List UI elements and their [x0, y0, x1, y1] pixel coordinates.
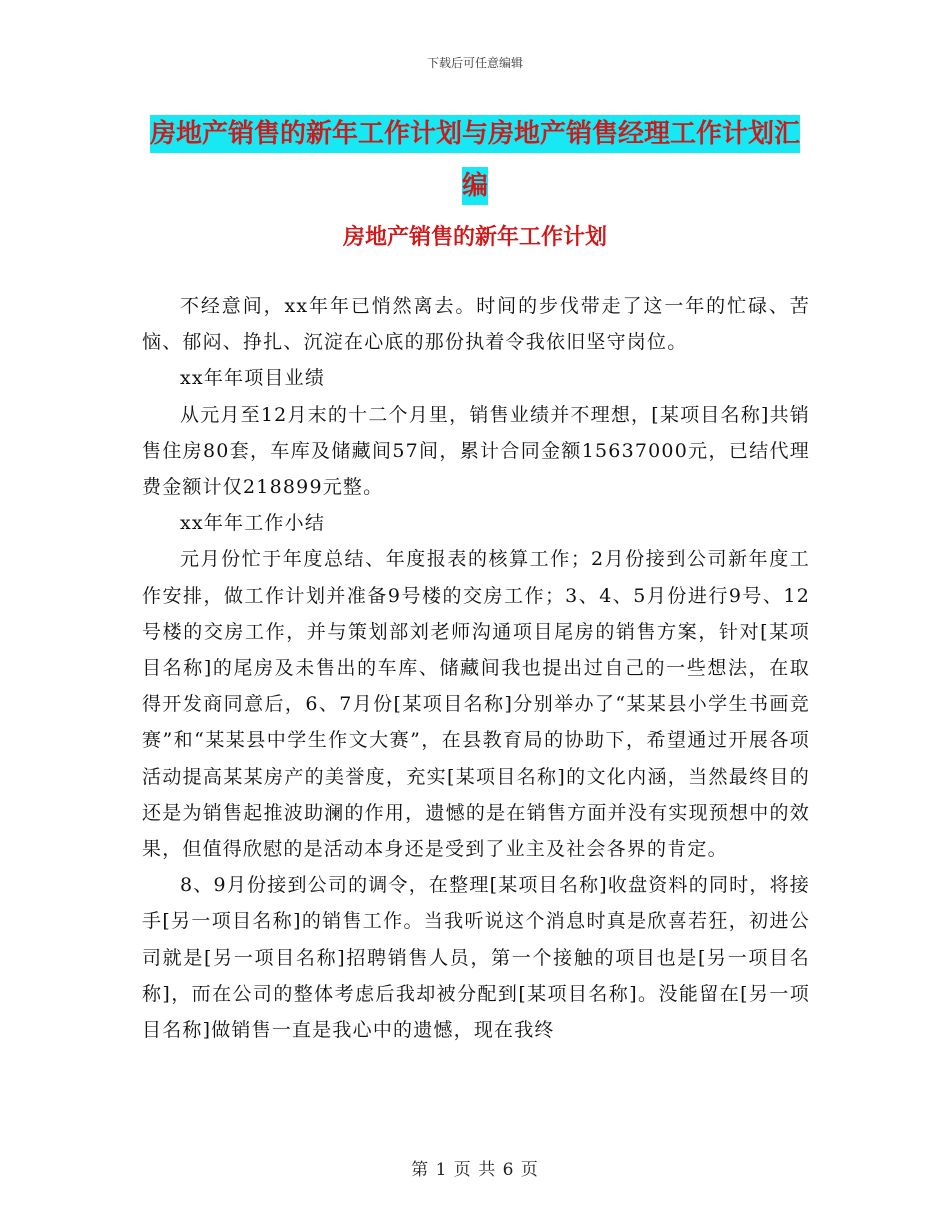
header-note: 下载后可任意编辑: [426, 56, 523, 70]
paragraph-1: 不经意间，xx年年已悄然离去。时间的步伐带走了这一年的忙碌、苦恼、郁闷、挣扎、沉淀在心底的那份执着令我依旧坚守岗位。: [142, 295, 810, 354]
paragraph-6: 8、9月份接到公司的调令，在整理[某项目名称]收盘资料的同时，将接手[另一项目名称]的销售工作。当我听说这个消息时真是欣喜若狂，初进公司就是[另一项目名称]招聘销售人员，第一个接触的项目也是[另一项目名称]，而在公司的整体考虑后我却被分配到[某项目名称]。没能留在[另一项目名称]做销售一直是我心中的遗憾，现在我终: [142, 874, 810, 1042]
paragraph-2-heading: xx年年项目业绩: [180, 367, 326, 390]
paragraph-4-heading: xx年年工作小结: [180, 512, 326, 535]
section-title: 房地产销售的新年工作计划: [342, 225, 607, 250]
paragraph-5: 元月份忙于年度总结、年度报表的核算工作；2月份接到公司新年度工作安排，做工作计划并准备9号楼的交房工作；3、4、5月份进行9号、12号楼的交房工作，并与策划部刘老师沟通项目尾房的销售方案，针对[某项目名称]的尾房及未售出的车库、储藏间我也提出过自己的一些想法，在取得开发商同意后，6、7月份[某项目名称]分别举办了“某某县小学生书画竞赛”和“某某县中学生作文大赛”，在县教育局的协助下，希望通过开展各项活动提高某某房产的美誉度，充实[某项目名称]的文化内涵，当然最终目的还是为销售起推波助澜的作用，遗憾的是在销售方面并没有实现预想中的效果，但值得欣慰的是活动本身还是受到了业主及社会各界的肯定。: [142, 548, 810, 861]
page-number-footer: 第 1 页 共 6 页: [411, 1160, 539, 1180]
body-text: [142, 288, 810, 1048]
paragraph-3: 从元月至12月末的十二个月里，销售业绩并不理想，[某项目名称]共销售住房80套，车库及储藏间57间，累计合同金额15637000元，已结代理费金额计仅218899元整。: [142, 403, 810, 499]
document-title: [140, 108, 810, 212]
document-title-text: 房地产销售的新年工作计划与房地产销售经理工作计划汇编: [150, 115, 800, 205]
